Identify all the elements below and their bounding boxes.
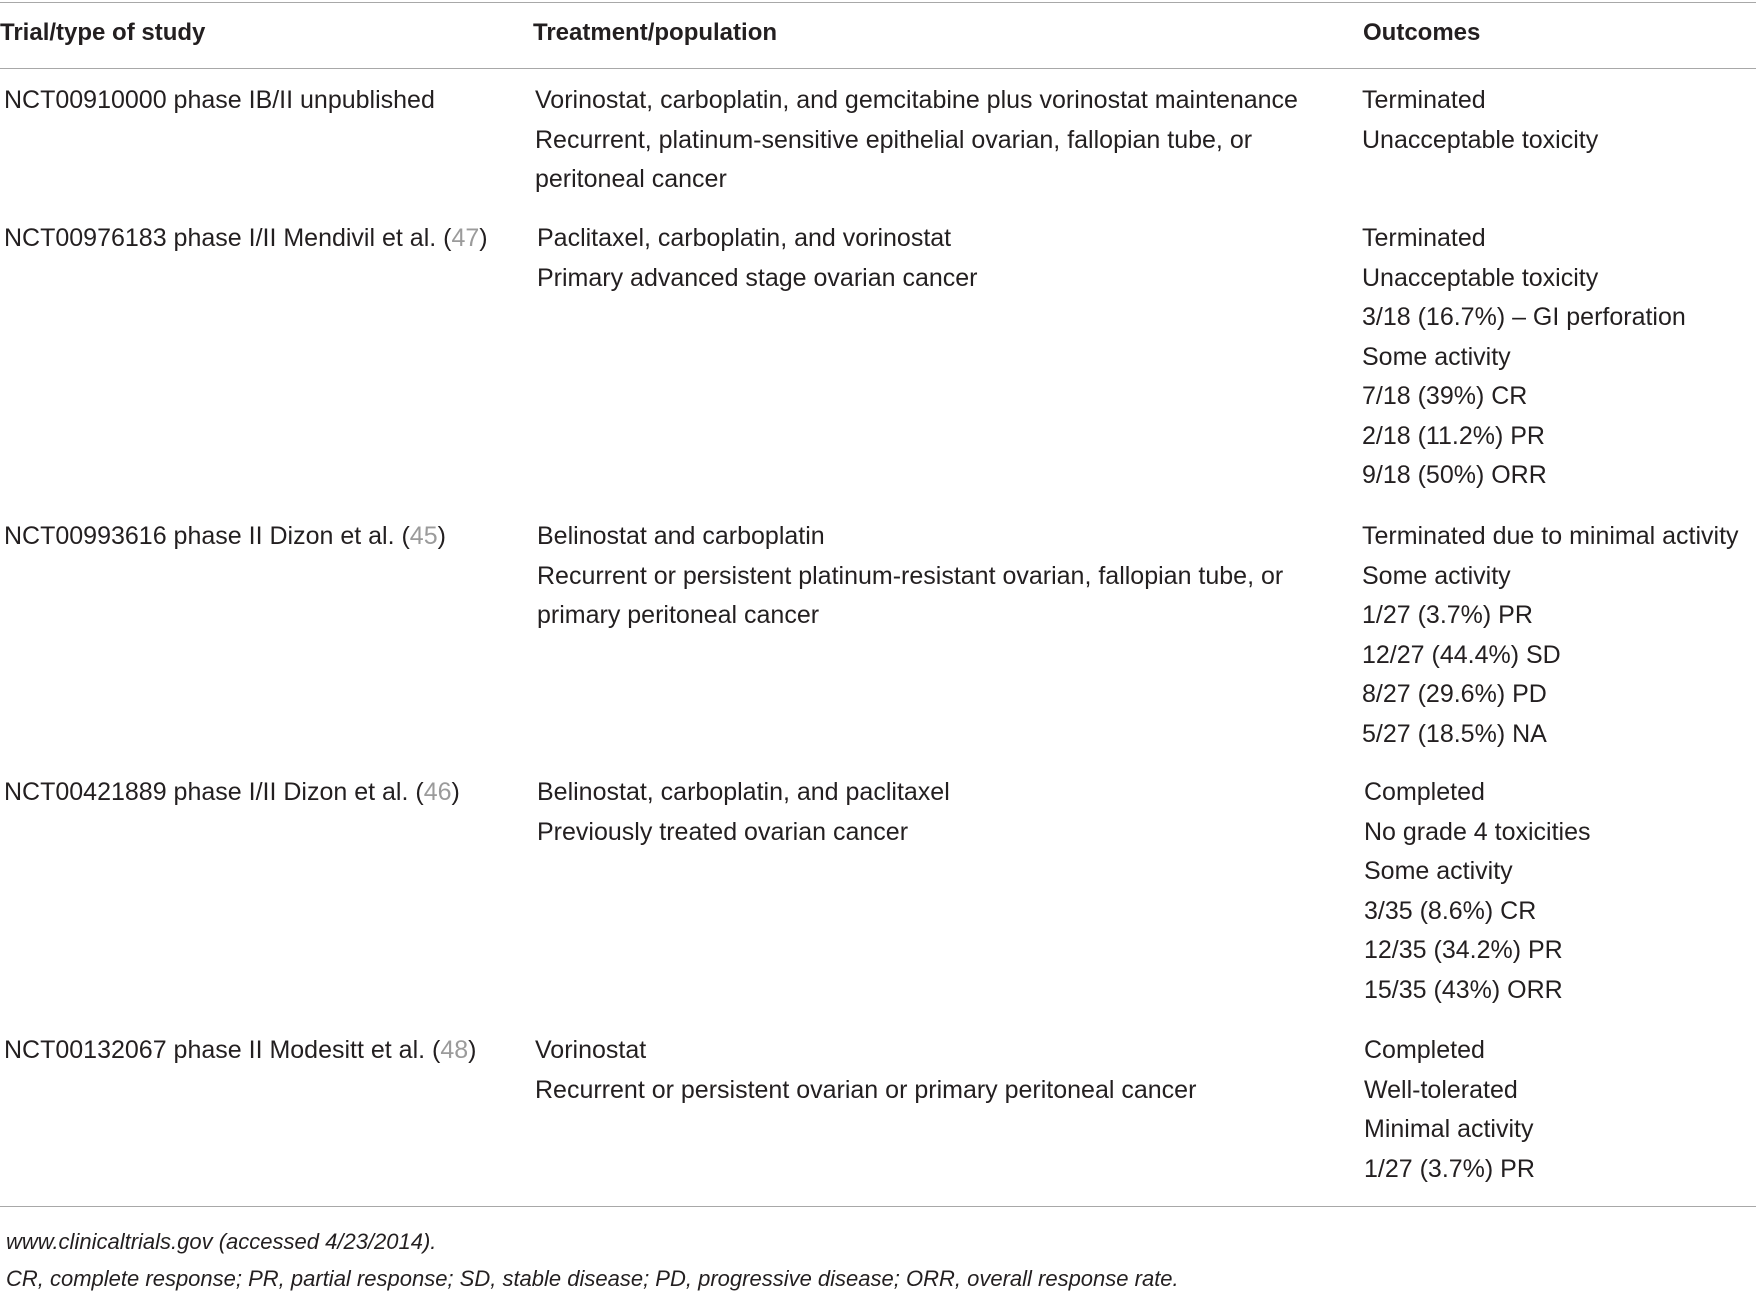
- trial-cell: [4, 1031, 477, 1071]
- reference-link[interactable]: 46: [423, 778, 452, 806]
- column-header-treatment: Treatment/population: [533, 19, 778, 46]
- trial-cell: [4, 517, 446, 557]
- treatment-line: Paclitaxel, carboplatin, and vorinostat: [537, 224, 952, 252]
- population-line: Recurrent or persistent ovarian or primary peritoneal cancer: [535, 1075, 1197, 1104]
- table-top-rule: [0, 2, 1756, 3]
- treatment-line: Belinostat, carboplatin, and paclitaxel: [537, 778, 950, 806]
- population-line: Recurrent, platinum-sensitive epithelial ovarian, fallopian tube, or: [535, 125, 1253, 154]
- outcome-line: 5/27 (18.5%) NA: [1362, 719, 1547, 748]
- outcomes-cell: [1362, 517, 1739, 754]
- column-header-outcomes: Outcomes: [1363, 19, 1481, 46]
- outcome-line: No grade 4 toxicities: [1364, 817, 1591, 846]
- trial-label: NCT00976183 phase I/II Mendivil et al. (: [4, 224, 452, 252]
- outcome-line: Completed: [1364, 1036, 1485, 1064]
- footnote-source: www.clinicaltrials.gov (accessed 4/23/2014).: [6, 1229, 437, 1254]
- reference-link[interactable]: 45: [409, 522, 438, 550]
- outcome-line: 12/27 (44.4%) SD: [1362, 640, 1561, 669]
- trial-label: NCT00421889 phase I/II Dizon et al. (: [4, 778, 424, 806]
- outcome-line: Completed: [1364, 778, 1485, 806]
- treatment-cell: [535, 81, 1298, 200]
- footnote-abbreviations: CR, complete response; PR, partial response; SD, stable disease; PD, progressive disease; ORR, overall response rate.: [6, 1266, 1179, 1291]
- population-line: Primary advanced stage ovarian cancer: [537, 263, 978, 292]
- outcome-line: 12/35 (34.2%) PR: [1364, 936, 1563, 964]
- outcome-line: 7/18 (39%) CR: [1362, 382, 1528, 410]
- outcomes-cell: [1362, 81, 1598, 160]
- outcome-line: Terminated: [1362, 224, 1486, 252]
- column-header-trial: Trial/type of study: [0, 19, 206, 46]
- treatment-cell: [535, 1031, 1196, 1110]
- outcome-line: 2/18 (11.2%) PR: [1362, 421, 1545, 450]
- outcome-line: Well-tolerated: [1364, 1075, 1518, 1104]
- reference-link[interactable]: 48: [440, 1036, 469, 1064]
- trial-label-suffix: ): [479, 224, 488, 252]
- outcomes-cell: [1362, 219, 1686, 496]
- trial-cell: [4, 773, 460, 813]
- reference-link[interactable]: 47: [451, 224, 480, 252]
- trial-label: NCT00993616 phase II Dizon et al. (: [4, 522, 410, 550]
- outcome-line: 8/27 (29.6%) PD: [1362, 680, 1547, 708]
- outcome-line: Unacceptable toxicity: [1362, 263, 1599, 292]
- trial-label-suffix: ): [451, 778, 460, 806]
- population-line: primary peritoneal cancer: [537, 601, 820, 629]
- outcome-line: 3/35 (8.6%) CR: [1364, 896, 1537, 925]
- treatment-line: Belinostat and carboplatin: [537, 522, 825, 550]
- outcomes-cell: [1364, 1031, 1535, 1189]
- trial-text: [4, 1031, 477, 1071]
- trial-text: [4, 219, 488, 259]
- outcome-line: 1/27 (3.7%) PR: [1364, 1154, 1535, 1183]
- outcome-line: Minimal activity: [1364, 1115, 1534, 1143]
- treatment-line: Vorinostat, carboplatin, and gemcitabine plus vorinostat maintenance: [535, 86, 1298, 114]
- trial-text: [4, 517, 446, 557]
- trial-text: [4, 773, 460, 813]
- outcome-line: 1/27 (3.7%) PR: [1362, 601, 1533, 629]
- treatment-cell: [537, 517, 1283, 636]
- treatment-line: Vorinostat: [535, 1036, 647, 1064]
- outcome-line: Some activity: [1364, 857, 1513, 885]
- outcome-line: Terminated due to minimal activity: [1362, 522, 1739, 550]
- table-bottom-rule: [0, 1206, 1756, 1207]
- trial-label-suffix: ): [468, 1036, 477, 1064]
- trial-text: NCT00910000 phase IB/II unpublished: [4, 86, 435, 114]
- outcome-line: 3/18 (16.7%) – GI perforation: [1362, 303, 1686, 331]
- outcome-line: 15/35 (43%) ORR: [1364, 975, 1563, 1004]
- outcome-line: Some activity: [1362, 561, 1511, 590]
- trial-cell: [4, 219, 488, 259]
- population-line: peritoneal cancer: [535, 165, 727, 193]
- outcome-line: Terminated: [1362, 86, 1486, 114]
- outcomes-cell: [1364, 773, 1591, 1010]
- trial-cell: [4, 81, 435, 121]
- outcome-line: Unacceptable toxicity: [1362, 125, 1599, 154]
- trial-label-suffix: ): [437, 522, 446, 550]
- outcome-line: Some activity: [1362, 342, 1511, 371]
- population-line: Recurrent or persistent platinum-resistant ovarian, fallopian tube, or: [537, 561, 1284, 590]
- header-rule: [0, 68, 1756, 69]
- outcome-line: 9/18 (50%) ORR: [1362, 461, 1547, 489]
- trial-label: NCT00132067 phase II Modesitt et al. (: [4, 1036, 441, 1064]
- treatment-cell: [537, 773, 950, 852]
- population-line: Previously treated ovarian cancer: [537, 817, 909, 846]
- treatment-cell: [537, 219, 978, 298]
